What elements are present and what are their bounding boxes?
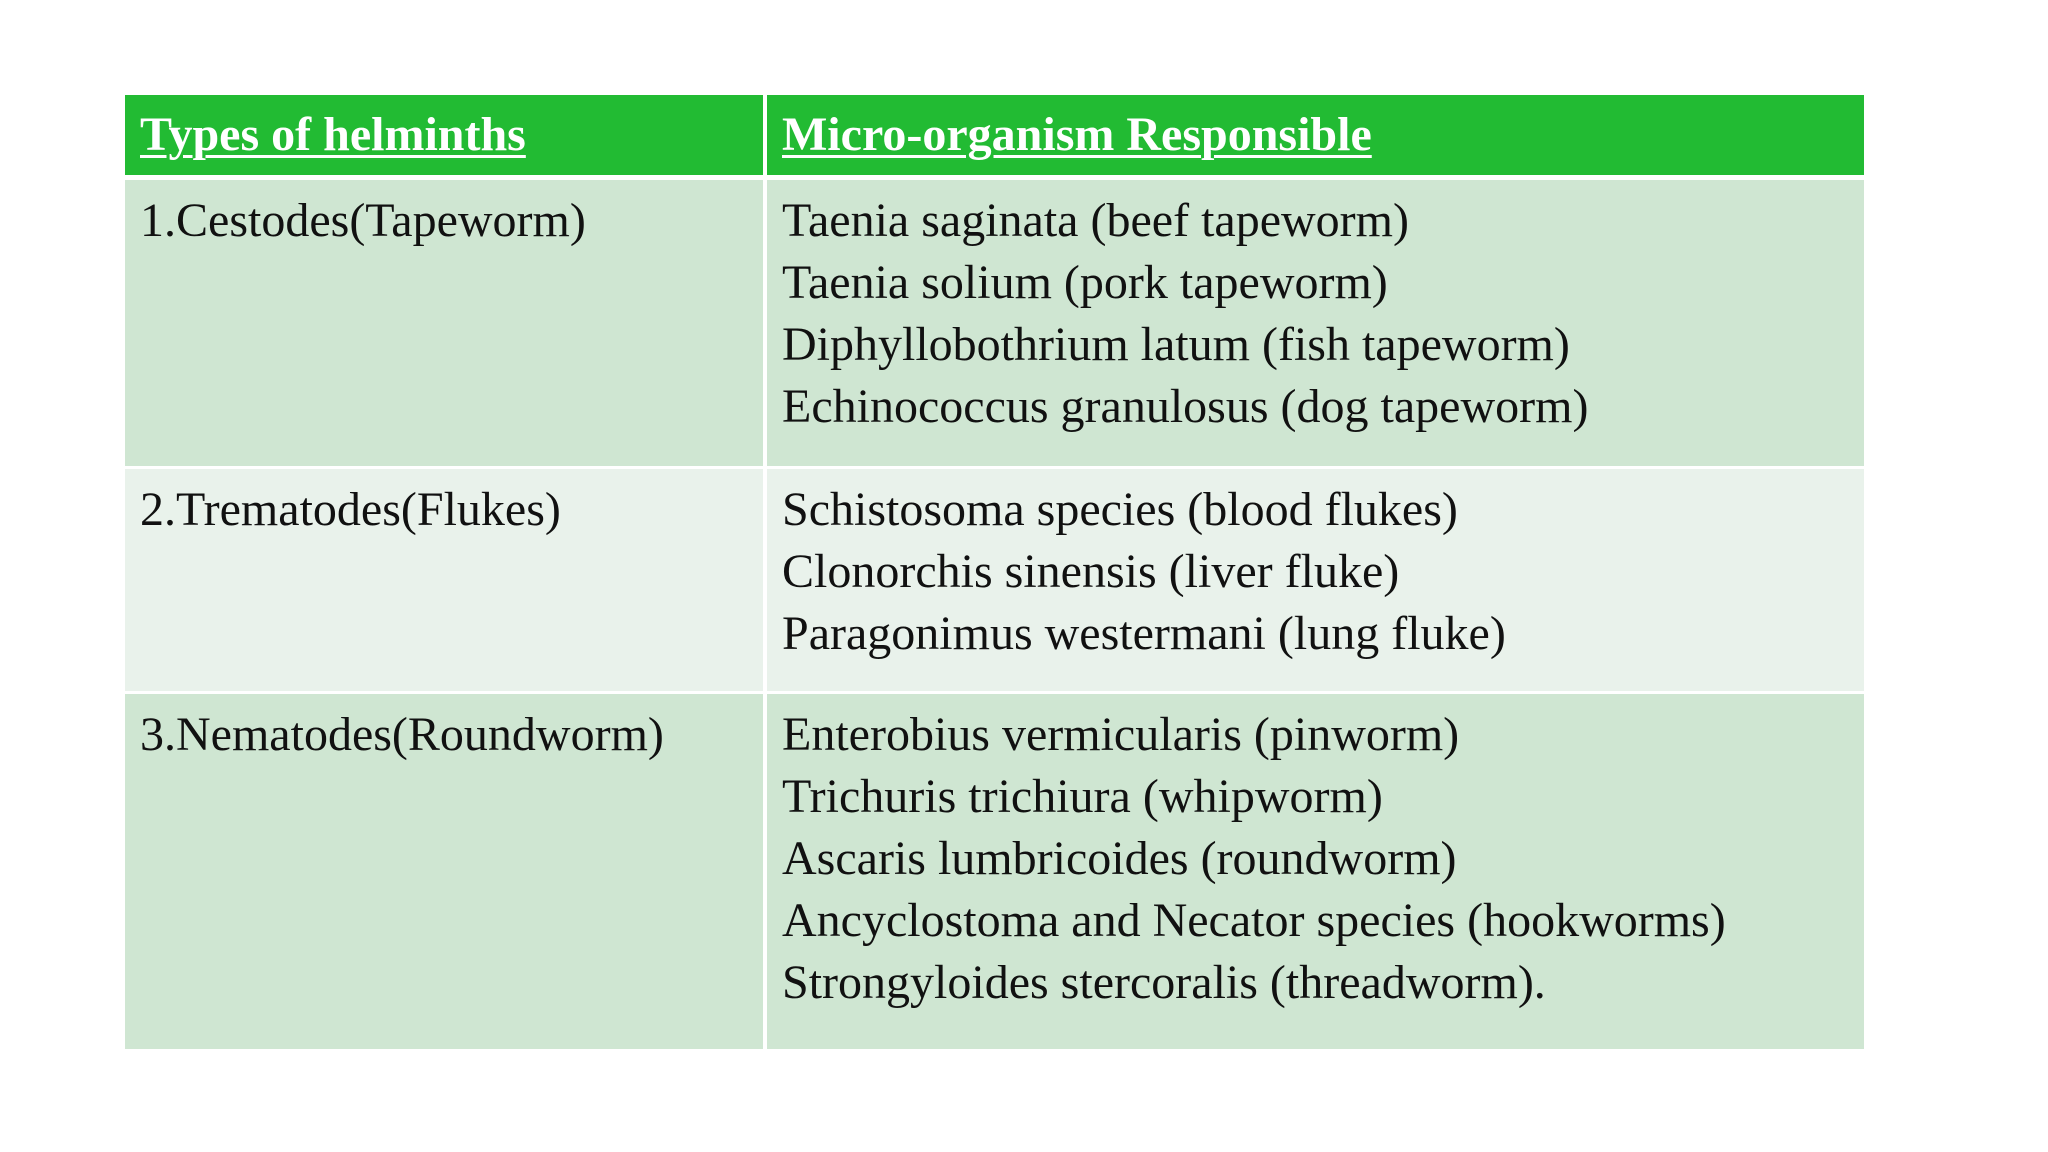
header-micro-organism-responsible: Micro-organism Responsible [765,95,1864,177]
header-types-of-helminths: Types of helminths [125,95,765,177]
helminths-table [125,95,1864,1052]
organism-item: Paragonimus westermani (lung fluke) [782,606,1506,660]
table-row [125,692,1864,1050]
organism-item: Diphyllobothrium latum (fish tapeworm) [782,317,1570,371]
organisms-cell [765,692,1864,1050]
table-row [125,177,1864,467]
table-header-row [125,95,1864,177]
organism-item: Clonorchis sinensis (liver fluke) [782,544,1400,598]
helminth-type-cell: 1.Cestodes(Tapeworm) [125,177,765,467]
organism-item: Schistosoma species (blood flukes) [782,482,1458,536]
helminth-type-cell: 3.Nematodes(Roundworm) [125,692,765,1050]
organism-item: Taenia saginata (beef tapeworm) [782,193,1409,247]
table-row [125,467,1864,692]
organism-item: Taenia solium (pork tapeworm) [782,255,1388,309]
organism-item: Ascaris lumbricoides (roundworm) [782,831,1457,885]
organism-item: Ancyclostoma and Necator species (hookworms) [782,893,1726,947]
organism-item: Strongyloides stercoralis (threadworm). [782,955,1546,1009]
organism-item: Echinococcus granulosus (dog tapeworm) [782,379,1589,433]
organism-item: Trichuris trichiura (whipworm) [782,769,1383,823]
organisms-cell [765,467,1864,692]
organism-item: Enterobius vermicularis (pinworm) [782,707,1460,761]
organisms-cell [765,177,1864,467]
helminth-type-cell: 2.Trematodes(Flukes) [125,467,765,692]
